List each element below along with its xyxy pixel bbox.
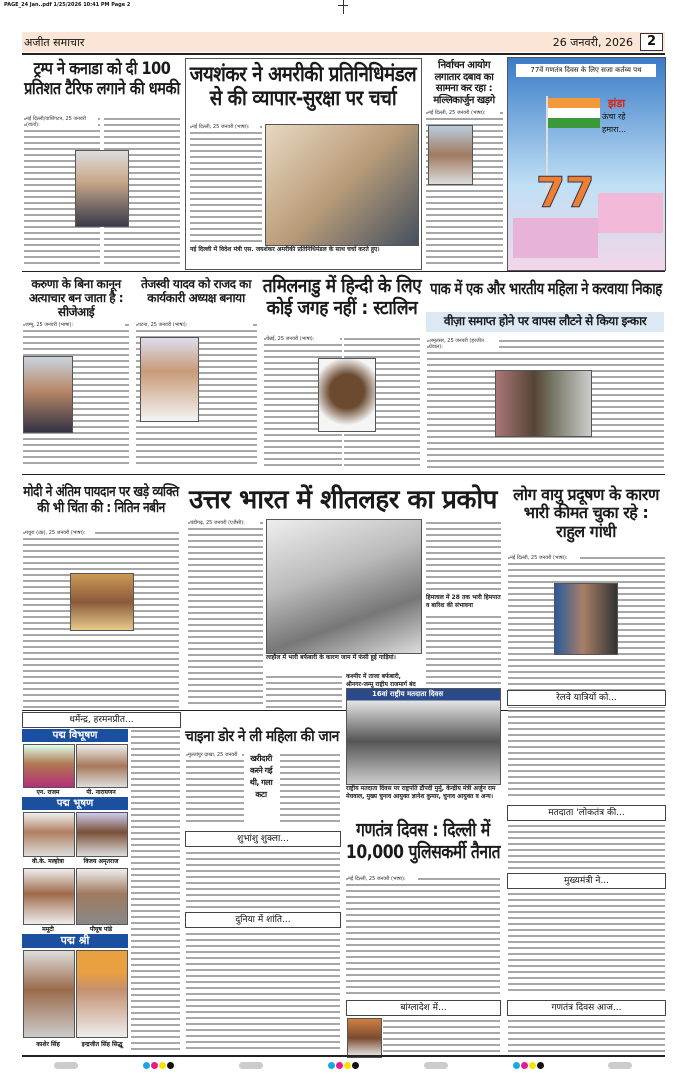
nitin-headline: मोदी ने अंतिम पायदान पर खड़े व्यक्ति की भी चिंता की : नितिन नबीन (23, 484, 179, 517)
padma-name: एन. राजम (36, 789, 60, 796)
flag-icon (548, 98, 600, 128)
chinador-text-2 (280, 752, 340, 826)
nitin-dateline: मथुरा (उप्र), 25 जनवरी (भाषा): (25, 530, 95, 536)
row-rule (22, 271, 665, 272)
delhi-police-dateline: नई दिल्ली, 25 जनवरी (भाषा): (348, 876, 418, 882)
padma-name: पीयूष पांडे (89, 926, 113, 933)
nitin-photo (70, 573, 134, 631)
railway-box: रेलवे यात्रियों को... (507, 690, 666, 706)
shubhanshu-box: शुभांशु शुक्ला... (185, 831, 341, 847)
voter-democracy-box: मतदाता 'लोकतंत्र की... (507, 805, 666, 821)
padma-photo-3 (23, 812, 75, 857)
color-registration-bar (22, 1060, 665, 1070)
jaishankar-caption: नई दिल्ली में विदेश मंत्री एस. जयशंकर अमरीकी प्रतिनिधिमंडल के साथ चर्चा करते हुए। (190, 246, 380, 253)
padma-name: पी. नारायणन (86, 789, 116, 796)
kharge-dateline: नई दिल्ली, 25 जनवरी (भाषा): (428, 110, 500, 116)
pak-dateline: अमृतसर, 25 जनवरी (हरजीत ग्रेवाल): (429, 338, 499, 350)
tejashwi-headline: तेजस्वी यादव को राजद का कार्यकारी अध्यक्ष बनाया (141, 277, 251, 305)
cartoon-stage (513, 218, 598, 258)
coldwave-text-3 (426, 520, 501, 592)
registration-mark (343, 0, 344, 14)
coldwave-dateline: चंडीगढ़, 25 जनवरी (एजैंसी): (190, 520, 260, 526)
padma-name: विजय अमृतराज (83, 858, 119, 865)
rday-today-box: गणतंत्र दिवस आज... (507, 1000, 666, 1016)
jaishankar-photo (265, 124, 419, 246)
chinador-quote: खरीदारी करने गई थी, गला कटा (246, 753, 276, 801)
voters-day-caption: राष्ट्रीय मतदाता दिवस पर राष्ट्रपति द्रौपदी मुर्मु, केन्द्रीय मंत्री अर्जुन राम मेघवाल, मुख्य चुनाव आयुक्त ज्ञानेश कुमार, चुनाव आयुक्त व अन्य। (346, 785, 496, 800)
cm-box: मुख्यमंत्री ने... (507, 873, 666, 889)
padma-box-heading: धर्मेन्द्र, हरमनप्रीत... (22, 712, 181, 728)
cartoon (507, 57, 666, 271)
trump-photo (75, 150, 129, 227)
snow-traffic-photo (266, 519, 422, 654)
padma-photo-7 (23, 950, 75, 1038)
coldwave-headline: उत्तर भारत में शीतलहर का प्रकोप (189, 485, 497, 515)
pak-headline: पाक में एक और भारतीय महिला ने करवाया निकाह (430, 279, 662, 298)
padma-photo-1 (23, 744, 75, 788)
peace-box: दुनिया में शांति... (185, 912, 341, 928)
cartoon-text-3: हमारा... (602, 125, 627, 134)
cartoon-stage-2 (598, 193, 663, 233)
rahul-dateline: नई दिल्ली, 25 जनवरी (भाषा): (510, 555, 580, 561)
rahul-headline: लोग वायु प्रदूषण के कारण भारी कीमत चुका रहे : राहुल गांधी (513, 485, 659, 541)
peace-text (186, 931, 340, 1051)
trump-dateline: नई दिल्ली/वाशिंगटन, 25 जनवरी (वार्ता): (26, 116, 98, 128)
bangladesh-photo (347, 1018, 382, 1058)
jaishankar-headline: जयशंकर ने अमरीकी प्रतिनिधिमंडल से की व्यापार-सुरक्षा पर चर्चा (189, 62, 417, 111)
tejashwi-dateline: पटना, 25 जनवरी (भाषा): (138, 322, 253, 328)
cartoon-text-2: ऊंचा रहे (602, 112, 626, 121)
voter-democracy-text (508, 823, 665, 869)
cji-photo (23, 356, 73, 433)
voters-day-banner: 16वां राष्ट्रीय मतदाता दिवस (372, 690, 444, 698)
bangladesh-box: बांग्लादेश में... (346, 1000, 501, 1016)
registration-mark-h (338, 5, 348, 6)
padma-name: वी.के. मल्होत्रा (32, 858, 64, 865)
shubhanshu-text (186, 850, 340, 908)
tejashwi-photo (140, 337, 199, 422)
pak-photo (495, 370, 592, 437)
row-rule-2 (22, 474, 665, 475)
karuna-headline: करुणा के बिना कानून अत्याचार बन जाता है : सीजेआई (28, 277, 124, 319)
print-meta: PAGE_24 Jan..pdf 1/25/2026 10:41 PM Page 2 (4, 2, 131, 8)
padma-vibhushan-bar: पद्म विभूषण (22, 729, 128, 742)
jaishankar-dateline: नई दिल्ली, 25 जनवरी (भाषा): (192, 124, 260, 130)
kharge-headline: निर्वाचन आयोग लगातार दबाव का सामना कर रहा : मल्लिकार्जुन खड़गे (433, 60, 495, 106)
rahul-photo (554, 583, 618, 655)
trump-headline: ट्रम्प ने कनाडा को दी 100 प्रतिशत टैरिफ लगाने की धमकी (24, 59, 180, 99)
stalin-dateline: चेन्नई, 25 जनवरी (भाषा): (266, 336, 340, 342)
stalin-photo (318, 358, 376, 432)
stalin-headline: तमिलनाडु में हिन्दी के लिए कोई जगह नहीं : स्टालिन (262, 275, 422, 319)
padma-text (131, 728, 180, 1050)
chinador-dateline: मुल्लांपुर दाखा, 25 जनवरी (188, 752, 242, 758)
page-number: 2 (640, 33, 663, 51)
rday-today-text (508, 1018, 665, 1052)
delhi-police-text (346, 876, 500, 996)
padma-name: काशेर सिंह (36, 1041, 60, 1048)
padma-name: इन्द्रजीत सिंह सिद्धू (81, 1041, 123, 1048)
voters-day-photo (346, 688, 501, 785)
padma-photo-5 (23, 868, 75, 925)
padma-photo-6 (76, 868, 128, 925)
coldwave-text-2 (266, 674, 342, 708)
cartoon-title: 77वें गणतंत्र दिवस के लिए सजा कर्तव्य पथ (516, 64, 656, 77)
cartoon-text-1: झंडा (608, 97, 626, 110)
kharge-photo (428, 125, 473, 185)
jaishankar-text (190, 124, 262, 244)
coldwave-caption: लाहौल में भारी बर्फबारी के कारण जाम में फंसी हुई गाड़ियां। (266, 654, 396, 661)
padma-shri-bar: पद्म श्री (22, 934, 128, 948)
padma-photo-2 (76, 744, 128, 788)
padma-photo-8 (76, 950, 128, 1038)
chinador-text (186, 752, 244, 826)
bangladesh-text (383, 1018, 500, 1052)
masthead-rule (22, 53, 665, 55)
chinador-headline: चाइना डोर ने ली महिला की जान (185, 727, 339, 745)
pak-subheadline: वीज़ा समाप्त होने पर वापस लौटने से किया इन्कार (426, 312, 664, 332)
railway-text (508, 708, 665, 800)
karuna-dateline: जम्मू, 25 जनवरी (भाषा): (25, 322, 125, 328)
coldwave-sub-himachal: हिमाचल में 28 तक भारी हिमपात व बारिश की संभावना (426, 594, 501, 609)
delhi-police-headline: गणतंत्र दिवस : दिल्ली में 10,000 पुलिसकर्मी तैनात (345, 819, 501, 863)
cm-text (508, 891, 665, 995)
paper-name: अजीत समाचार (24, 36, 85, 49)
padma-name: ममूटी (42, 926, 54, 933)
coldwave-text (188, 520, 263, 708)
coldwave-sub-kashmir: कश्मीर में ताजा बर्फबारी, श्रीनगर-जम्मू राष्ट्रीय राजमार्ग बंद (346, 673, 416, 688)
padma-photo-4 (76, 812, 128, 857)
cartoon-number: 77 (536, 168, 595, 217)
masthead (22, 32, 665, 52)
padma-bhushan-bar: पद्म भूषण (22, 797, 128, 810)
issue-date: 26 जनवरी, 2026 (552, 36, 633, 49)
footer-rule (22, 1055, 665, 1057)
